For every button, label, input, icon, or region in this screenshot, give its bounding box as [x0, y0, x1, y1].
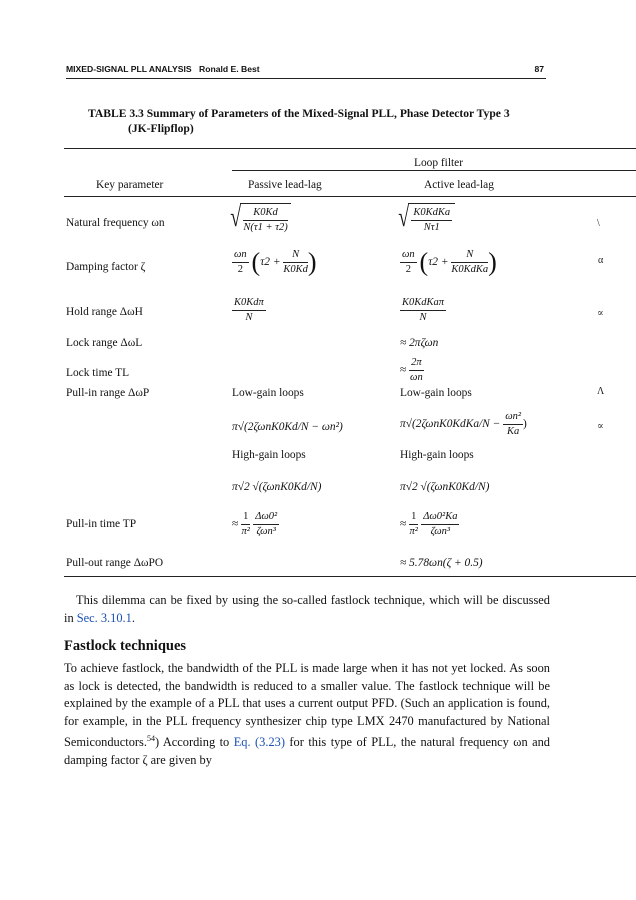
section-heading: Fastlock techniques: [64, 638, 187, 654]
running-header: [66, 64, 260, 74]
running-title: MIXED-SIGNAL PLL ANALYSIS: [66, 64, 192, 74]
passive-natural-frequency: √ $\frac{K0Kd}{N(\tau 1 + \tau 2)}$: [228, 203, 291, 235]
passive-low-gain-formula: π√(2ζωnK0Kd/N − ωn²): [232, 421, 343, 433]
running-author: Ronald E. Best: [198, 64, 260, 74]
passive-low-gain-label: Low-gain loops: [232, 387, 304, 399]
row-pull-in-range: Pull-in range ΔωP: [66, 387, 150, 399]
active-high-gain-label: High-gain loops: [400, 449, 474, 461]
active-low-gain-label: Low-gain loops: [400, 387, 472, 399]
reference-superscript: 54: [146, 734, 155, 744]
passive-damping-factor: $\frac{\omega n}{2}$ (τ2 + $\frac{N}{K0Kd}$ ): [234, 247, 317, 277]
caption-line-1: TABLE 3.3 Summary of Parameters of the Mixed-Signal PLL, Phase Detector Type 3: [88, 107, 510, 120]
key-parameter-header: Key parameter: [96, 179, 164, 191]
table-header-rule: [64, 196, 636, 197]
table-top-rule: [64, 148, 636, 149]
passive-high-gain-formula: π√2 √(ζωnK0Kd/N): [232, 481, 322, 493]
passive-lead-lag-header: Passive lead-lag: [248, 179, 322, 191]
section-link[interactable]: Sec. 3.10.1: [76, 610, 132, 625]
clipped-column-mark: α: [598, 255, 604, 266]
page-number: 87: [534, 64, 544, 74]
row-natural-frequency: Natural frequency ωn: [66, 217, 165, 229]
row-pull-in-time: Pull-in time TP: [66, 518, 137, 530]
caption-line-2: (JK-Flipflop): [128, 122, 194, 135]
active-lead-lag-header: Active lead-lag: [424, 179, 494, 191]
active-high-gain-formula: π√2 √(ζωnK0Kd/N): [400, 481, 490, 493]
group-header-rule: [232, 170, 636, 171]
row-damping-factor: Damping factor ζ: [66, 261, 146, 273]
active-lock-range: ≈ 2πζωn: [400, 337, 439, 349]
row-hold-range: Hold range ΔωH: [66, 306, 143, 318]
paragraph-fastlock: To achieve fastlock, the bandwidth of the PLL is made large when it has not yet locked. As soon as lock is detected, the bandwidth is reduced to a smaller value. The fastlock technique will be explained by the example of a PLL that uses a current output PFD. (Such an application is found, for example, in the PLL frequency synthesizer chip type LMX 2470 manufactured by National Semiconductors.$^{54}$) According to Eq. (3.23) for this type of PLL, the natural frequency ωn and damping factor ζ are given by: [64, 661, 551, 768]
clipped-column-mark: ∝: [597, 308, 604, 319]
passive-high-gain-label: High-gain loops: [232, 449, 306, 461]
loop-filter-header: Loop filter: [414, 157, 464, 169]
passive-hold-range: K0Kdπ N: [234, 297, 264, 323]
table-caption: [88, 106, 510, 136]
row-lock-time: Lock time TL: [66, 367, 130, 379]
paragraph-dilemma: This dilemma can be fixed by using the so-called fastlock technique, which will be discussed in Sec. 3.10.1.: [64, 593, 550, 625]
active-hold-range: K0KdKaπ N: [402, 297, 445, 323]
active-damping-factor: $\frac{\omega n}{2}$ (τ2 + N K0KdKa ): [402, 247, 497, 277]
active-natural-frequency: √ K0KdKa Nτ1: [396, 203, 455, 235]
active-pull-in-time: ≈ $\frac{1}{\text{π²}}$ Δω0²Ka ζωn³: [400, 511, 458, 537]
active-low-gain-formula: π√(2ζωnK0KdKa/N − $\frac{\text{ωn²}}{Ka}$ ): [400, 411, 527, 437]
table-bottom-rule: [64, 576, 636, 577]
clipped-column-mark: Λ: [597, 386, 605, 397]
passive-pull-in-time: ≈ $\frac{1}{\text{π²}}$ Δω0² ζωn³: [232, 511, 278, 537]
active-lock-time: ≈ $\frac{2\pi}{\omega n}$: [400, 357, 423, 383]
clipped-column-mark: ∝: [597, 421, 604, 432]
clipped-column-mark: \: [597, 218, 600, 229]
active-pull-out-range: ≈ 5.78ωn(ζ + 0.5): [400, 557, 483, 569]
row-pull-out-range: Pull-out range ΔωPO: [66, 557, 164, 569]
row-lock-range: Lock range ΔωL: [66, 337, 143, 349]
header-rule: [66, 78, 546, 79]
equation-link[interactable]: Eq. (3.23): [233, 735, 285, 750]
